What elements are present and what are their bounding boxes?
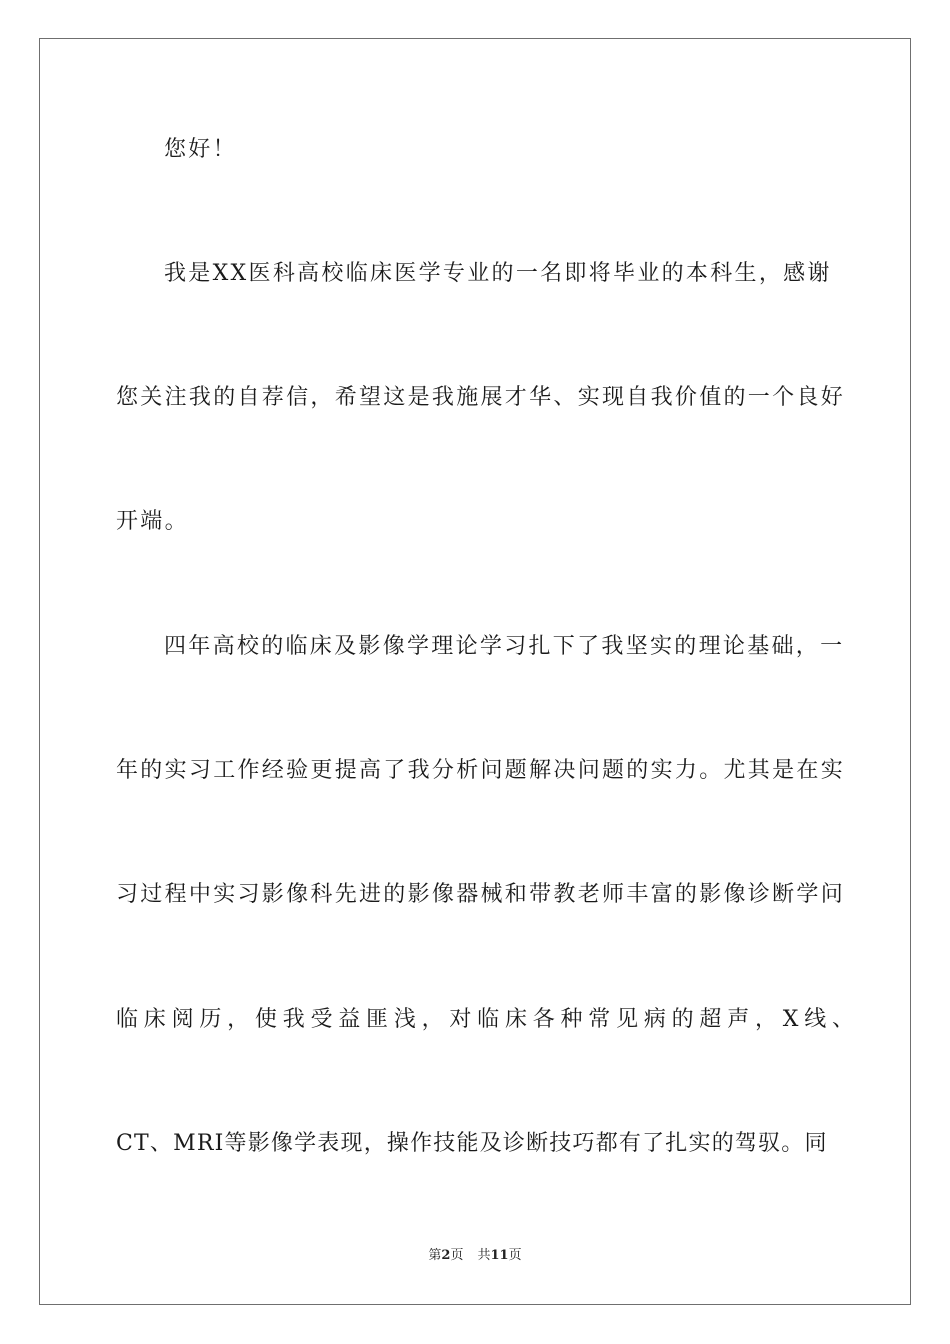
- paragraph-2-line-2: 年的实习工作经验更提高了我分析问题解决问题的实力。尤其是在实: [116, 758, 846, 783]
- paragraph-2-line-5: CT、MRI等影像学表现，操作技能及诊断技巧都有了扎实的驾驭。同: [116, 1131, 828, 1156]
- page-suffix: 页: [450, 1248, 464, 1263]
- page-border: [39, 38, 911, 1305]
- total-pages: 11: [490, 1248, 509, 1263]
- page-prefix: 第: [428, 1248, 442, 1263]
- paragraph-2-line-1: 四年高校的临床及影像学理论学习扎下了我坚实的理论基础，一: [164, 634, 845, 659]
- total-suffix: 页: [508, 1248, 522, 1263]
- page-footer: [0, 1247, 950, 1265]
- page-number: 2: [441, 1248, 451, 1263]
- total-prefix: 共: [477, 1248, 491, 1263]
- paragraph-1-line-1: 我是XX医科高校临床医学专业的一名即将毕业的本科生，感谢: [164, 261, 832, 286]
- greeting-line: 您好！: [164, 137, 237, 162]
- paragraph-2-line-4: 临床阅历，使我受益匪浅，对临床各种常见病的超声，X线、: [116, 1007, 854, 1032]
- paragraph-1-line-3: 开端。: [116, 509, 189, 534]
- paragraph-1-line-2: 您关注我的自荐信，希望这是我施展才华、实现自我价值的一个良好: [116, 385, 846, 410]
- paragraph-2-line-3: 习过程中实习影像科先进的影像器械和带教老师丰富的影像诊断学问: [116, 882, 846, 907]
